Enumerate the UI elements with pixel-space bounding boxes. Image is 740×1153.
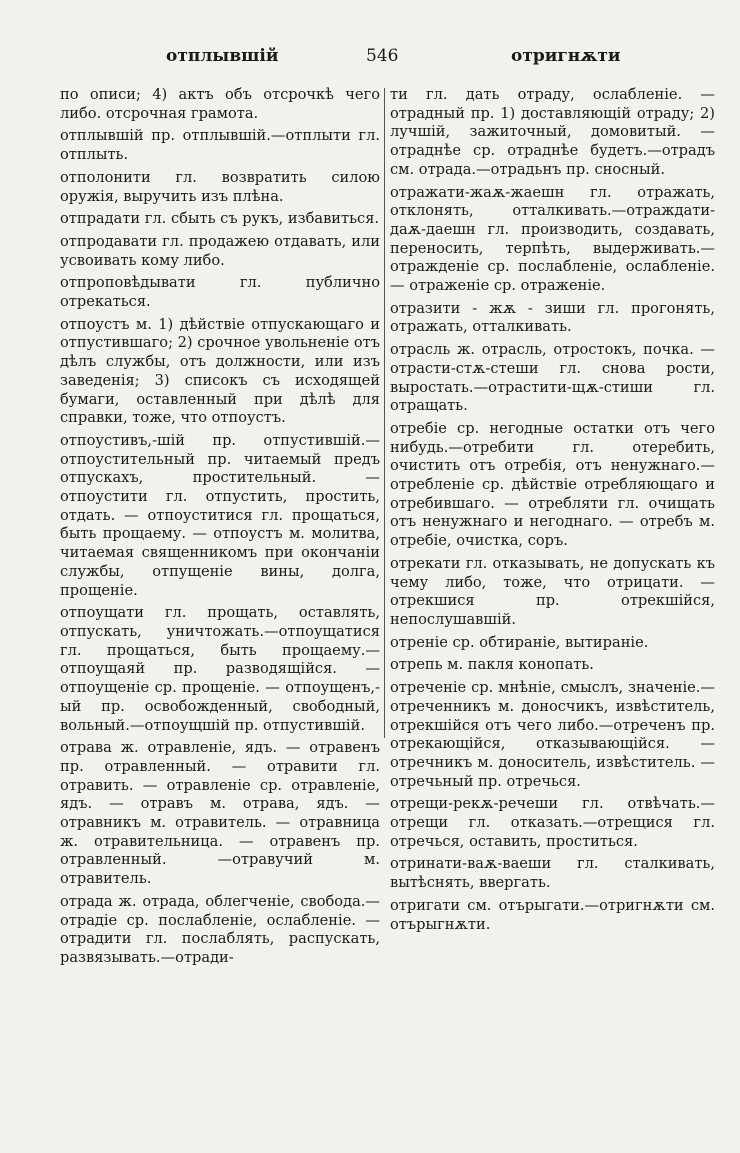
entry: отразити - жѫ - зиши гл. прогонять, отражать, отталкивать. <box>390 299 715 336</box>
page-number: 546 <box>366 46 399 66</box>
left-column <box>60 86 380 972</box>
column-divider <box>384 88 385 738</box>
running-head-right: отригнѫти <box>511 46 621 66</box>
entry: по описи; 4) актъ объ отсрочкѣ чего либо. отсрочная грамота. <box>60 86 380 122</box>
entry: отрада ж. отрада, облегченіе, свобода.—отрадіе ср. послабленіе, ослабленіе. — отрадити гл. послаблять, распускать, развязывать.—отради- <box>60 892 380 966</box>
entry: отпоущати гл. прощать, оставлять, отпускать, уничтожать.—отпоущатися гл. прощаться, быть прощаему.—отпоущаяй пр. разводящійся. —отпоущеніе ср. прощеніе. — отпоущенъ,-ый пр. освобожденный, свободный, вольный.—отпоущшій пр. отпустившій. <box>60 604 380 734</box>
entry: отрекати гл. отказывать, не допускать къ чему либо, тоже, что отрицати. — отрекшися пр. отрекшійся, непослушавшій. <box>390 554 715 628</box>
entry: отплывшій пр. отплывшій.—отплыти гл. отплыть. <box>60 127 380 164</box>
entry: отребіе ср. негодные остатки отъ чего нибудь.—отребити гл. отеребить, очистить отъ отребія, отъ ненужнаго.—отребленіе ср. дѣйствіе отребляющаго и отребившаго. — отребляти гл. очищать отъ ненужнаго и негоднаго. — отребъ м. отребіе, очистка, соръ. <box>390 419 715 550</box>
entry: отринати-ваѫ-ваеши гл. сталкивать, вытѣснять, ввергать. <box>390 855 715 892</box>
entry: отрасль ж. отрасль, отростокъ, почка. — отрасти-стѫ-стеши гл. снова рости, выростать.—отрастити-щѫ-стиши гл. отращать. <box>390 341 715 415</box>
entry: отпроповѣдывати гл. публично отрекаться. <box>60 274 380 311</box>
right-column <box>390 86 715 938</box>
entry: отреченіе ср. мнѣніе, смыслъ, значеніе.— отреченникъ м. доносчикъ, извѣститель, отрекшійся отъ чего либо.—отреченъ пр. отрекающійся, отказывающійся. — отречникъ м. доноситель, извѣститель. — отречьный пр. отречься. <box>390 679 715 790</box>
entry: отпродавати гл. продажею отдавать, или усвоивать кому либо. <box>60 232 380 269</box>
entry: отреніе ср. обтираніе, вытираніе. <box>390 633 649 651</box>
entry: отригати см. отърыгати.—отригнѫти см. отърыгнѫти. <box>390 896 715 933</box>
entry: отрещи-рекѫ-речеши гл. отвѣчать.— отрещи гл. отказать.—отрещися гл. отречься, оставить, проститься. <box>390 795 715 850</box>
entry: отпоустъ м. 1) дѣйствіе отпускающаго и отпустившаго; 2) срочное увольненіе отъ дѣлъ службы, отъ должности, или изъ заведенія; 3) списокъ съ исходящей бумаги, оставленный при дѣлѣ для справки, тоже, что отпоустъ. <box>60 315 380 427</box>
entry: отрава ж. отравленіе, ядъ. — отравенъ пр. отравленный. — отравити гл. отравить. — отравленіе ср. отравленіе, ядъ. — отравъ м. отрава, ядъ. — отравникъ м. отравитель. — отравница ж. отравительница. — отравенъ пр. отравленный. —отравучий м. отравитель. <box>60 739 380 888</box>
entry: отражати-жаѫ-жаешн гл. отражать, отклонять, отталкивать.—отраждати-даѫ-даешн гл. производить, создавать, переносить, терпѣть, выдерживать.—отражденіе ср. послабленіе, ослабленіе. — отраженіе ср. отраженіе. <box>390 183 715 295</box>
running-head-left: отплывшій <box>166 46 279 66</box>
page-header <box>66 46 710 76</box>
entry: ти гл. дать отраду, ослабленіе. — отрадный пр. 1) доставляющій отраду; 2) лучшій, зажиточный, домовитый. — отраднѣе ср. отраднѣе будетъ.—отрадъ см. отрада.—отрадьнъ пр. сносный. <box>390 86 715 178</box>
entry: отпрадати гл. сбыть съ рукъ, избавиться. <box>60 210 380 228</box>
entry: отпоустивъ,-шій пр. отпустившій.— отпоустительный пр. читаемый предъ отпускахъ, простительный. — отпоустити гл. отпустить, простить, отдать. — отпоуститися гл. прощаться, быть прощаему. — отпоустъ м. молитва, читаемая священникомъ при окончаніи службы, отпущеніе вины, долга, прощеніе. <box>60 431 380 599</box>
entry: отполонити гл. возвратить силою оружія, выручить изъ плѣна. <box>60 168 380 205</box>
entry: отрепь м. пакля конопать. <box>390 656 594 674</box>
